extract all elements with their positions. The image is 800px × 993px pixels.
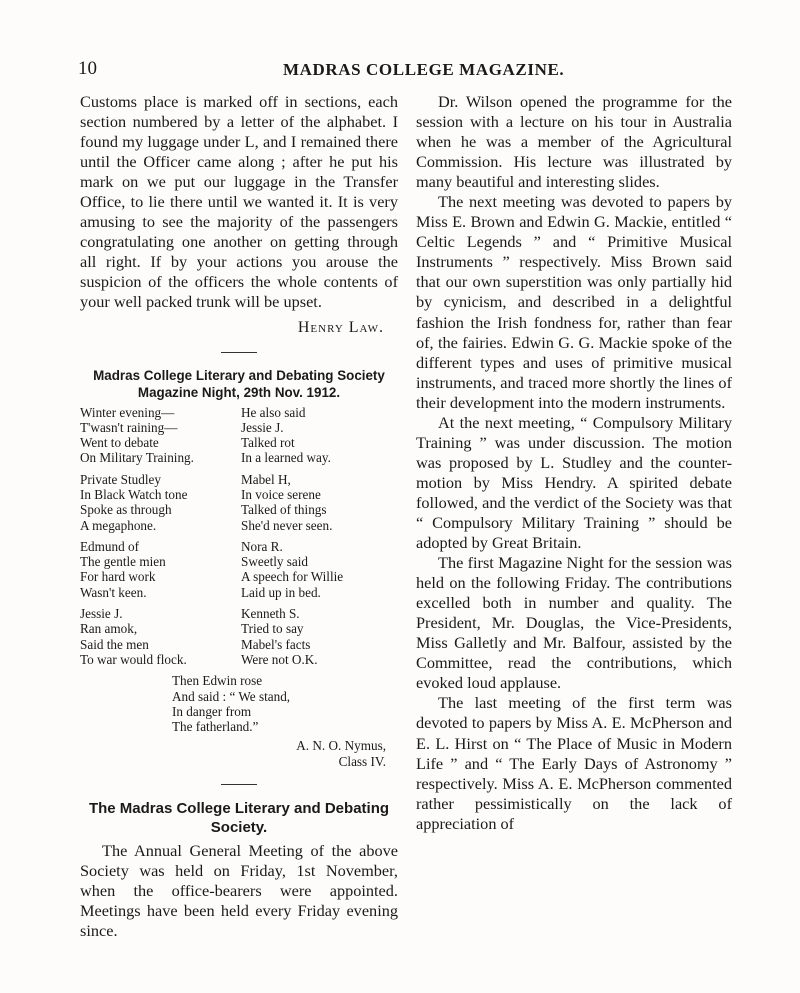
poem-line: Tried to say bbox=[241, 621, 304, 637]
poem-line: Wasn't keen. bbox=[80, 584, 147, 600]
poem-line: In Black Watch tone bbox=[80, 487, 188, 502]
poem-line: Nora R. bbox=[241, 538, 283, 554]
article-heading-line1: The Madras College Literary and Debating bbox=[88, 800, 390, 818]
poem-line: Talked rot bbox=[241, 435, 295, 451]
article-paragraph: The first Magazine Night for the session was held on the following Friday. The contributions excelled both in number and quality. The President, Mr. Douglas, the Vice-Presidents, Miss Galletly and Mr. Balfour, assisted by the Committee, read the contributions, which evoked loud applause. bbox=[416, 553, 732, 693]
poem-stanza bbox=[80, 606, 237, 667]
right-column bbox=[416, 92, 732, 834]
poem-line: In a learned way. bbox=[241, 450, 331, 466]
poem-line: Went to debate bbox=[80, 435, 159, 451]
article-paragraph: Dr. Wilson opened the programme for the session with a lecture on his tour in Australia when he was a member of the Agricultural Commission. His lecture was illustrated by many beautiful and interesting slides. bbox=[416, 92, 732, 192]
poem-line: Sweetly said bbox=[241, 554, 309, 570]
poem-line: Then Edwin rose bbox=[172, 673, 263, 689]
poem-line: And said : “ We stand, bbox=[172, 688, 291, 704]
left-column bbox=[80, 92, 398, 941]
section-divider bbox=[221, 352, 257, 353]
poem-line: In voice serene bbox=[241, 487, 321, 502]
poem-line: She'd never seen. bbox=[241, 517, 333, 533]
poem-stanza bbox=[80, 472, 237, 533]
poem-left-column bbox=[80, 405, 237, 674]
poem-line: Private Studley bbox=[80, 471, 161, 487]
article-paragraph: At the next meeting, “ Compulsory Military Training ” was under discussion. The motion was proposed by L. Studley and the counter-motion by Miss Hendry. A spirited debate followed, and the verdict of the Society was that “ Compulsory Military Training ” should be adopted by Great Britain. bbox=[416, 412, 732, 553]
poem-line: Jessie J. bbox=[80, 606, 123, 622]
poem-line: Edmund of bbox=[80, 538, 139, 554]
poem-stanza bbox=[241, 405, 398, 466]
article-signature: Henry Law. bbox=[297, 318, 384, 336]
article-paragraph: The Annual General Meeting of the above Society was held on Friday, 1st November, when the office-bearers were appointed. Meetings have been held every Friday evening since. bbox=[80, 841, 398, 941]
poem-line: T'wasn't raining— bbox=[80, 419, 178, 435]
poem-stanza bbox=[80, 405, 237, 466]
poem-line: A speech for Willie bbox=[241, 569, 344, 585]
article-heading-line2: Society. bbox=[210, 819, 268, 837]
poem-line: For hard work bbox=[80, 569, 156, 585]
poem-line: Jessie J. bbox=[241, 419, 284, 435]
poem-line: Spoke as through bbox=[80, 502, 172, 518]
poem-line: Said the men bbox=[80, 636, 149, 652]
running-title: MADRAS COLLEGE MAGAZINE. bbox=[283, 60, 565, 79]
section-divider bbox=[221, 784, 257, 785]
poem-line: On Military Training. bbox=[80, 450, 194, 466]
poem-line: Ran amok, bbox=[80, 621, 138, 637]
poem-line: A megaphone. bbox=[80, 517, 157, 533]
poem-line: Laid up in bed. bbox=[241, 584, 321, 600]
poem-signature-name: A. N. O. Nymus, bbox=[296, 738, 386, 754]
poem-stanza bbox=[80, 539, 237, 600]
poem-signature bbox=[80, 738, 386, 769]
poem-stanza bbox=[241, 539, 398, 600]
poem-line: Were not O.K. bbox=[241, 651, 318, 667]
poem-line: Mabel H, bbox=[241, 471, 291, 487]
poem-heading-line1: Madras College Literary and Debating Society bbox=[93, 367, 385, 383]
poem-line: In danger from bbox=[172, 703, 252, 719]
poem-line: He also said bbox=[241, 404, 306, 420]
poem-line: Mabel's facts bbox=[241, 636, 311, 652]
poem-stanza bbox=[241, 472, 398, 533]
article-paragraph: The next meeting was devoted to papers by Miss E. Brown and Edwin G. Mackie, entitled “ Celtic Legends ” and “ Primitive Musical Instruments ” respectively. Miss Brown said that our own superstition was only partially hid by cynicism, and described in a delightful fashion the Irish fondness for, rather than fear of, the fairies. Edwin G. G. Mackie spoke of the different types and uses of primitive musical instruments, and traced more shortly the lines of their development into the modern instruments. bbox=[416, 192, 732, 412]
poem-stanza bbox=[241, 606, 398, 667]
article-paragraph: The last meeting of the first term was devoted to papers by Miss A. E. McPherson and E. L. Hirst on “ The Place of Music in Modern Life ” and “ The Early Days of Astronomy ” respectively. Miss A. E. McPherson commented rather pessimistically on the lack of appreciation of bbox=[416, 693, 732, 833]
article-continuation-text: Customs place is marked off in sections, each section numbered by a letter of the alphabet. I found my luggage under L, and I remained there until the Officer came along ; after he put his mark on we put our luggage in the Transfer Office, to lie there until we wanted it. It is very amusing to see the majority of the passengers congratulating one another on getting through all right. If by your actions you arouse the suspicion of the officers the whole contents of your well packed trunk will be upset. bbox=[80, 92, 398, 312]
poem-signature-class: Class IV. bbox=[338, 753, 386, 769]
article-heading bbox=[80, 799, 398, 837]
poem-line: Talked of things bbox=[241, 502, 327, 518]
poem-line: Kenneth S. bbox=[241, 606, 300, 622]
page-number: 10 bbox=[78, 58, 97, 79]
poem-final-stanza bbox=[172, 673, 398, 734]
poem-right-column bbox=[237, 405, 398, 674]
poem-line: The fatherland.” bbox=[172, 719, 259, 735]
poem-heading-line2: Magazine Night, 29th Nov. 1912. bbox=[137, 384, 341, 400]
poem-line: To war would flock. bbox=[80, 651, 187, 667]
poem bbox=[80, 405, 398, 674]
poem-line: The gentle mien bbox=[80, 554, 166, 570]
poem-line: Winter evening— bbox=[80, 404, 175, 420]
